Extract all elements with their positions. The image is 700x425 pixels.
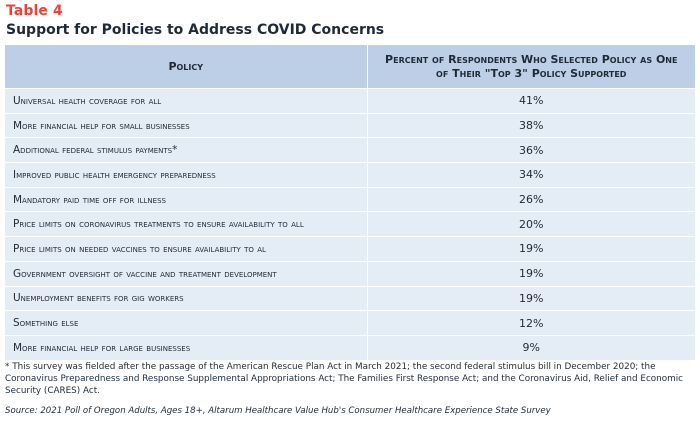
table-row	[5, 138, 695, 163]
table-row	[5, 311, 695, 336]
table-row	[5, 89, 695, 114]
table-row	[5, 286, 695, 311]
percent-cell: 38%	[367, 113, 695, 138]
percent-cell: 19%	[367, 237, 695, 262]
table-number-label: Table 4	[6, 3, 63, 19]
percent-cell: 41%	[367, 89, 695, 114]
percent-cell: 12%	[367, 311, 695, 336]
policy-cell: Improved public health emergency preparedness	[5, 163, 367, 188]
policy-support-table	[5, 45, 695, 360]
policy-cell: Unemployment benefits for gig workers	[5, 286, 367, 311]
table-row	[5, 335, 695, 359]
percent-cell: 9%	[367, 335, 695, 359]
percent-cell: 19%	[367, 286, 695, 311]
percent-cell: 20%	[367, 212, 695, 237]
table-row	[5, 163, 695, 188]
table-row	[5, 237, 695, 262]
table-row	[5, 212, 695, 237]
policy-cell: Government oversight of vaccine and treatment development	[5, 261, 367, 286]
policy-cell: Something else	[5, 311, 367, 336]
policy-cell: Price limits on coronavirus treatments to ensure availability to all	[5, 212, 367, 237]
policy-cell: More financial help for large businesses	[5, 335, 367, 359]
percent-cell: 19%	[367, 261, 695, 286]
policy-cell: Additional federal stimulus payments*	[5, 138, 367, 163]
policy-cell: Universal health coverage for all	[5, 89, 367, 114]
table-row	[5, 113, 695, 138]
table-row	[5, 261, 695, 286]
table-title: Support for Policies to Address COVID Concerns	[6, 22, 385, 38]
policy-cell: Price limits on needed vaccines to ensure availability to al	[5, 237, 367, 262]
percent-cell: 36%	[367, 138, 695, 163]
policy-cell: Mandatory paid time off for illness	[5, 187, 367, 212]
footnote: * This survey was fielded after the passage of the American Rescue Plan Act in March 2021; the second federal stimulus bill in December 2020; the Coronavirus Preparedness and Response Supplemental Appropriations Act; The Families First Response Act; and the Coronavirus Aid, Relief and Economic Security (CARES) Act.	[5, 362, 683, 396]
table-header-row	[5, 45, 695, 89]
percent-cell: 34%	[367, 163, 695, 188]
policy-cell: More financial help for small businesses	[5, 113, 367, 138]
column-header-policy: Policy	[5, 45, 367, 89]
percent-cell: 26%	[367, 187, 695, 212]
source-note: Source: 2021 Poll of Oregon Adults, Ages 18+, Altarum Healthcare Value Hub's Consumer Healthcare Experience State Survey	[5, 406, 551, 416]
column-header-percent: Percent of Respondents Who Selected Policy as One of Their "Top 3" Policy Supported	[367, 45, 695, 89]
table-row	[5, 187, 695, 212]
